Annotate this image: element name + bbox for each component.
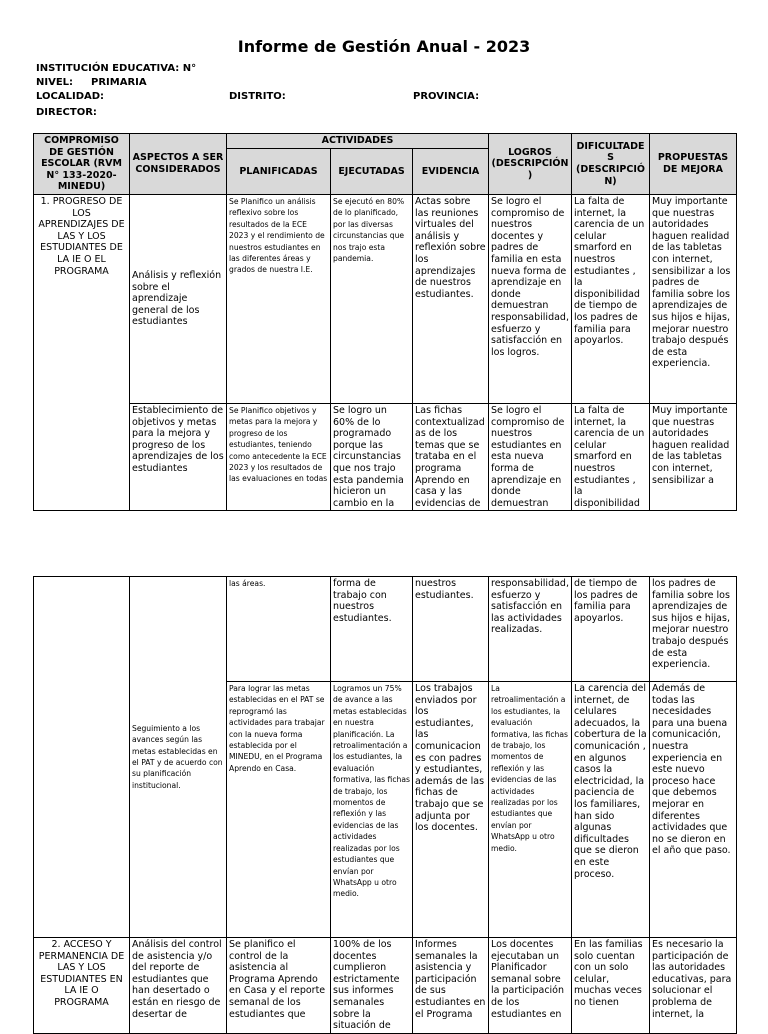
- propuestas-cell: los padres de familia sobre los aprendizajes de sus hijos e hijas, mejorar nuestro trabajo después de esta experiencia.: [650, 577, 737, 682]
- header-aspectos: ASPECTOS A SER CONSIDERADOS: [130, 134, 227, 195]
- header-logros: LOGROS (DESCRIPCIÓN): [489, 134, 572, 195]
- compromiso-cell: 2. ACCESO Y PERMANENCIA DE LAS Y LOS ESTUDIANTES EN LA IE O PROGRAMA: [34, 938, 130, 1034]
- aspecto-cell: Establecimiento de objetivos y metas para la mejora y progreso de los aprendizajes de los estudiantes: [130, 403, 227, 510]
- aspecto-cell: Seguimiento a los avances según las metas establecidas en el PAT y de acuerdo con su planificación institucional.: [130, 577, 227, 938]
- evidencia-cell: nuestros estudiantes.: [413, 577, 489, 682]
- planificadas-cell: Para lograr las metas establecidas en el PAT se reprogramó las actividades para trabajar con la nueva forma establecida por el MINEDU, en el Programa Aprendo en Casa.: [227, 682, 331, 938]
- institucion-label: INSTITUCIÓN EDUCATIVA: N°: [36, 63, 197, 74]
- logros-cell: Los docentes ejecutaban un Planificador semanal sobre la participación de los estudiantes en: [489, 938, 572, 1034]
- header-dificultades: DIFICULTADES (DESCRIPCIÓN): [572, 134, 650, 195]
- logros-cell: Se logro el compromiso de nuestros estudiantes en esta nueva forma de aprendizaje en donde demuestran: [489, 403, 572, 510]
- ejecutadas-cell: Se ejecutó en 80% de lo planificado, por las diversas circunstancias que nos trajo esta pandemia.: [331, 194, 413, 403]
- ejecutadas-cell: Logramos un 75% de avance a las metas establecidas en nuestra planificación. La retroalimentación a los estudiantes, la evaluación formativa, las fichas de trabajo, los momentos de reflexión y las evidencias de las actividades realizadas por los estudiantes que envían por WhatsApp u otro medio.: [331, 682, 413, 938]
- evidencia-cell: Las fichas contextualizadas de los temas que se trataba en el programa Aprendo en casa y las evidencias de: [413, 403, 489, 510]
- dificultades-cell: de tiempo de los padres de familia para apoyarlos.: [572, 577, 650, 682]
- propuestas-cell: Es necesario la participación de las autoridades educativas, para solucionar el problema de internet, la: [650, 938, 737, 1034]
- header-planificadas: PLANIFICADAS: [227, 148, 331, 194]
- nivel-label: NIVEL:: [36, 77, 74, 88]
- table-row: [34, 938, 737, 1034]
- propuestas-cell: Muy importante que nuestras autoridades haguen realidad de las tabletas con internet, sensibilizar a: [650, 403, 737, 510]
- nivel-value: PRIMARIA: [91, 77, 147, 88]
- dificultades-cell: La falta de internet, la carencia de un celular smarford en nuestros estudiantes , la disponibilidad: [572, 403, 650, 510]
- header-actividades: ACTIVIDADES: [227, 134, 489, 149]
- evidencia-cell: Los trabajos enviados por los estudiantes, las comunicaciones con padres y estudiantes, además de las fichas de trabajo que se adjunta por los docentes.: [413, 682, 489, 938]
- planificadas-cell: Se Planifico objetivos y metas para la mejora y progreso de los estudiantes, teniendo como antecedente la ECE 2023 y los resultados de las evaluaciones en todas: [227, 403, 331, 510]
- management-report-table-page1: [33, 133, 737, 511]
- provincia-label: PROVINCIA:: [413, 91, 480, 102]
- ejecutadas-cell: 100% de los docentes cumplieron estrictamente sus informes semanales sobre la situación de: [331, 938, 413, 1034]
- ejecutadas-cell: forma de trabajo con nuestros estudiantes.: [331, 577, 413, 682]
- propuestas-cell: Además de todas las necesidades para una buena comunicación, nuestra experiencia en este nuevo proceso hace que debemos mejorar en diferentes actividades que no se dieron en el año que paso.: [650, 682, 737, 938]
- ejecutadas-cell: Se logro un 60% de lo programado porque las circunstancias que nos trajo esta pandemia hicieron un cambio en la: [331, 403, 413, 510]
- director-label: DIRECTOR:: [36, 107, 97, 118]
- evidencia-cell: Actas sobre las reuniones virtuales del análisis y reflexión sobre los aprendizajes de nuestros estudiantes.: [413, 194, 489, 403]
- aspecto-cell: Análisis del control de asistencia y/o del reporte de estudiantes que han desertado o están en riesgo de desertar de: [130, 938, 227, 1034]
- planificadas-cell: Se planifico el control de la asistencia al Programa Aprendo en Casa y el reporte semanal de los estudiantes que: [227, 938, 331, 1034]
- evidencia-cell: Informes semanales la asistencia y participación de sus estudiantes en el Programa: [413, 938, 489, 1034]
- compromiso-cell: 1. PROGRESO DE LOS APRENDIZAJES DE LAS Y LOS ESTUDIANTES DE LA IE O EL PROGRAMA: [34, 194, 130, 510]
- header-ejecutadas: EJECUTADAS: [331, 148, 413, 194]
- aspecto-cell: Análisis y reflexión sobre el aprendizaje general de los estudiantes: [130, 194, 227, 403]
- planificadas-cell: Se Planifico un análisis reflexivo sobre los resultados de la ECE 2023 y el rendimiento de nuestros estudiantes en las diferentes áreas y grados de nuestra I.E.: [227, 194, 331, 403]
- distrito-label: DISTRITO:: [229, 91, 286, 102]
- localidad-label: LOCALIDAD:: [36, 91, 105, 102]
- logros-cell: Se logro el compromiso de nuestros docentes y padres de familia en esta nueva forma de aprendizaje en donde demuestran responsabilidad, esfuerzo y satisfacción en los logros.: [489, 194, 572, 403]
- dificultades-cell: La carencia del internet, de celulares adecuados, la cobertura de la comunicación , en algunos casos la electricidad, la paciencia de los familiares, han sido algunas dificultades que se dieron en este proceso.: [572, 682, 650, 938]
- dificultades-cell: La falta de internet, la carencia de un celular smarford en nuestros estudiantes , la disponibilidad de tiempo de los padres de familia para apoyarlos.: [572, 194, 650, 403]
- header-compromiso: COMPROMISO DE GESTIÓN ESCOLAR (RVM N° 133-2020-MINEDU): [34, 134, 130, 195]
- planificadas-cell: las áreas.: [227, 577, 331, 682]
- page-title: Informe de Gestión Anual - 2023: [237, 37, 531, 56]
- header-propuestas: PROPUESTAS DE MEJORA: [650, 134, 737, 195]
- logros-cell: La retroalimentación a los estudiantes, la evaluación formativa, las fichas de trabajo, los momentos de reflexión y las evidencias de las actividades realizadas por los estudiantes que envían por WhatsApp u otro medio.: [489, 682, 572, 938]
- table-row: [34, 194, 737, 403]
- dificultades-cell: En las familias solo cuentan con un solo celular, muchas veces no tienen: [572, 938, 650, 1034]
- table-row: [34, 403, 737, 510]
- table-row: [34, 577, 737, 682]
- header-evidencia: EVIDENCIA: [413, 148, 489, 194]
- propuestas-cell: Muy importante que nuestras autoridades haguen realidad de las tabletas con internet, sensibilizar a los padres de familia sobre los aprendizajes de sus hijos e hijas, mejorar nuestro trabajo después de esta experiencia.: [650, 194, 737, 403]
- management-report-table-page2: [33, 576, 737, 1034]
- logros-cell: responsabilidad, esfuerzo y satisfacción en las actividades realizadas.: [489, 577, 572, 682]
- nivel-line: [36, 76, 147, 90]
- compromiso-cell-continued: [34, 577, 130, 938]
